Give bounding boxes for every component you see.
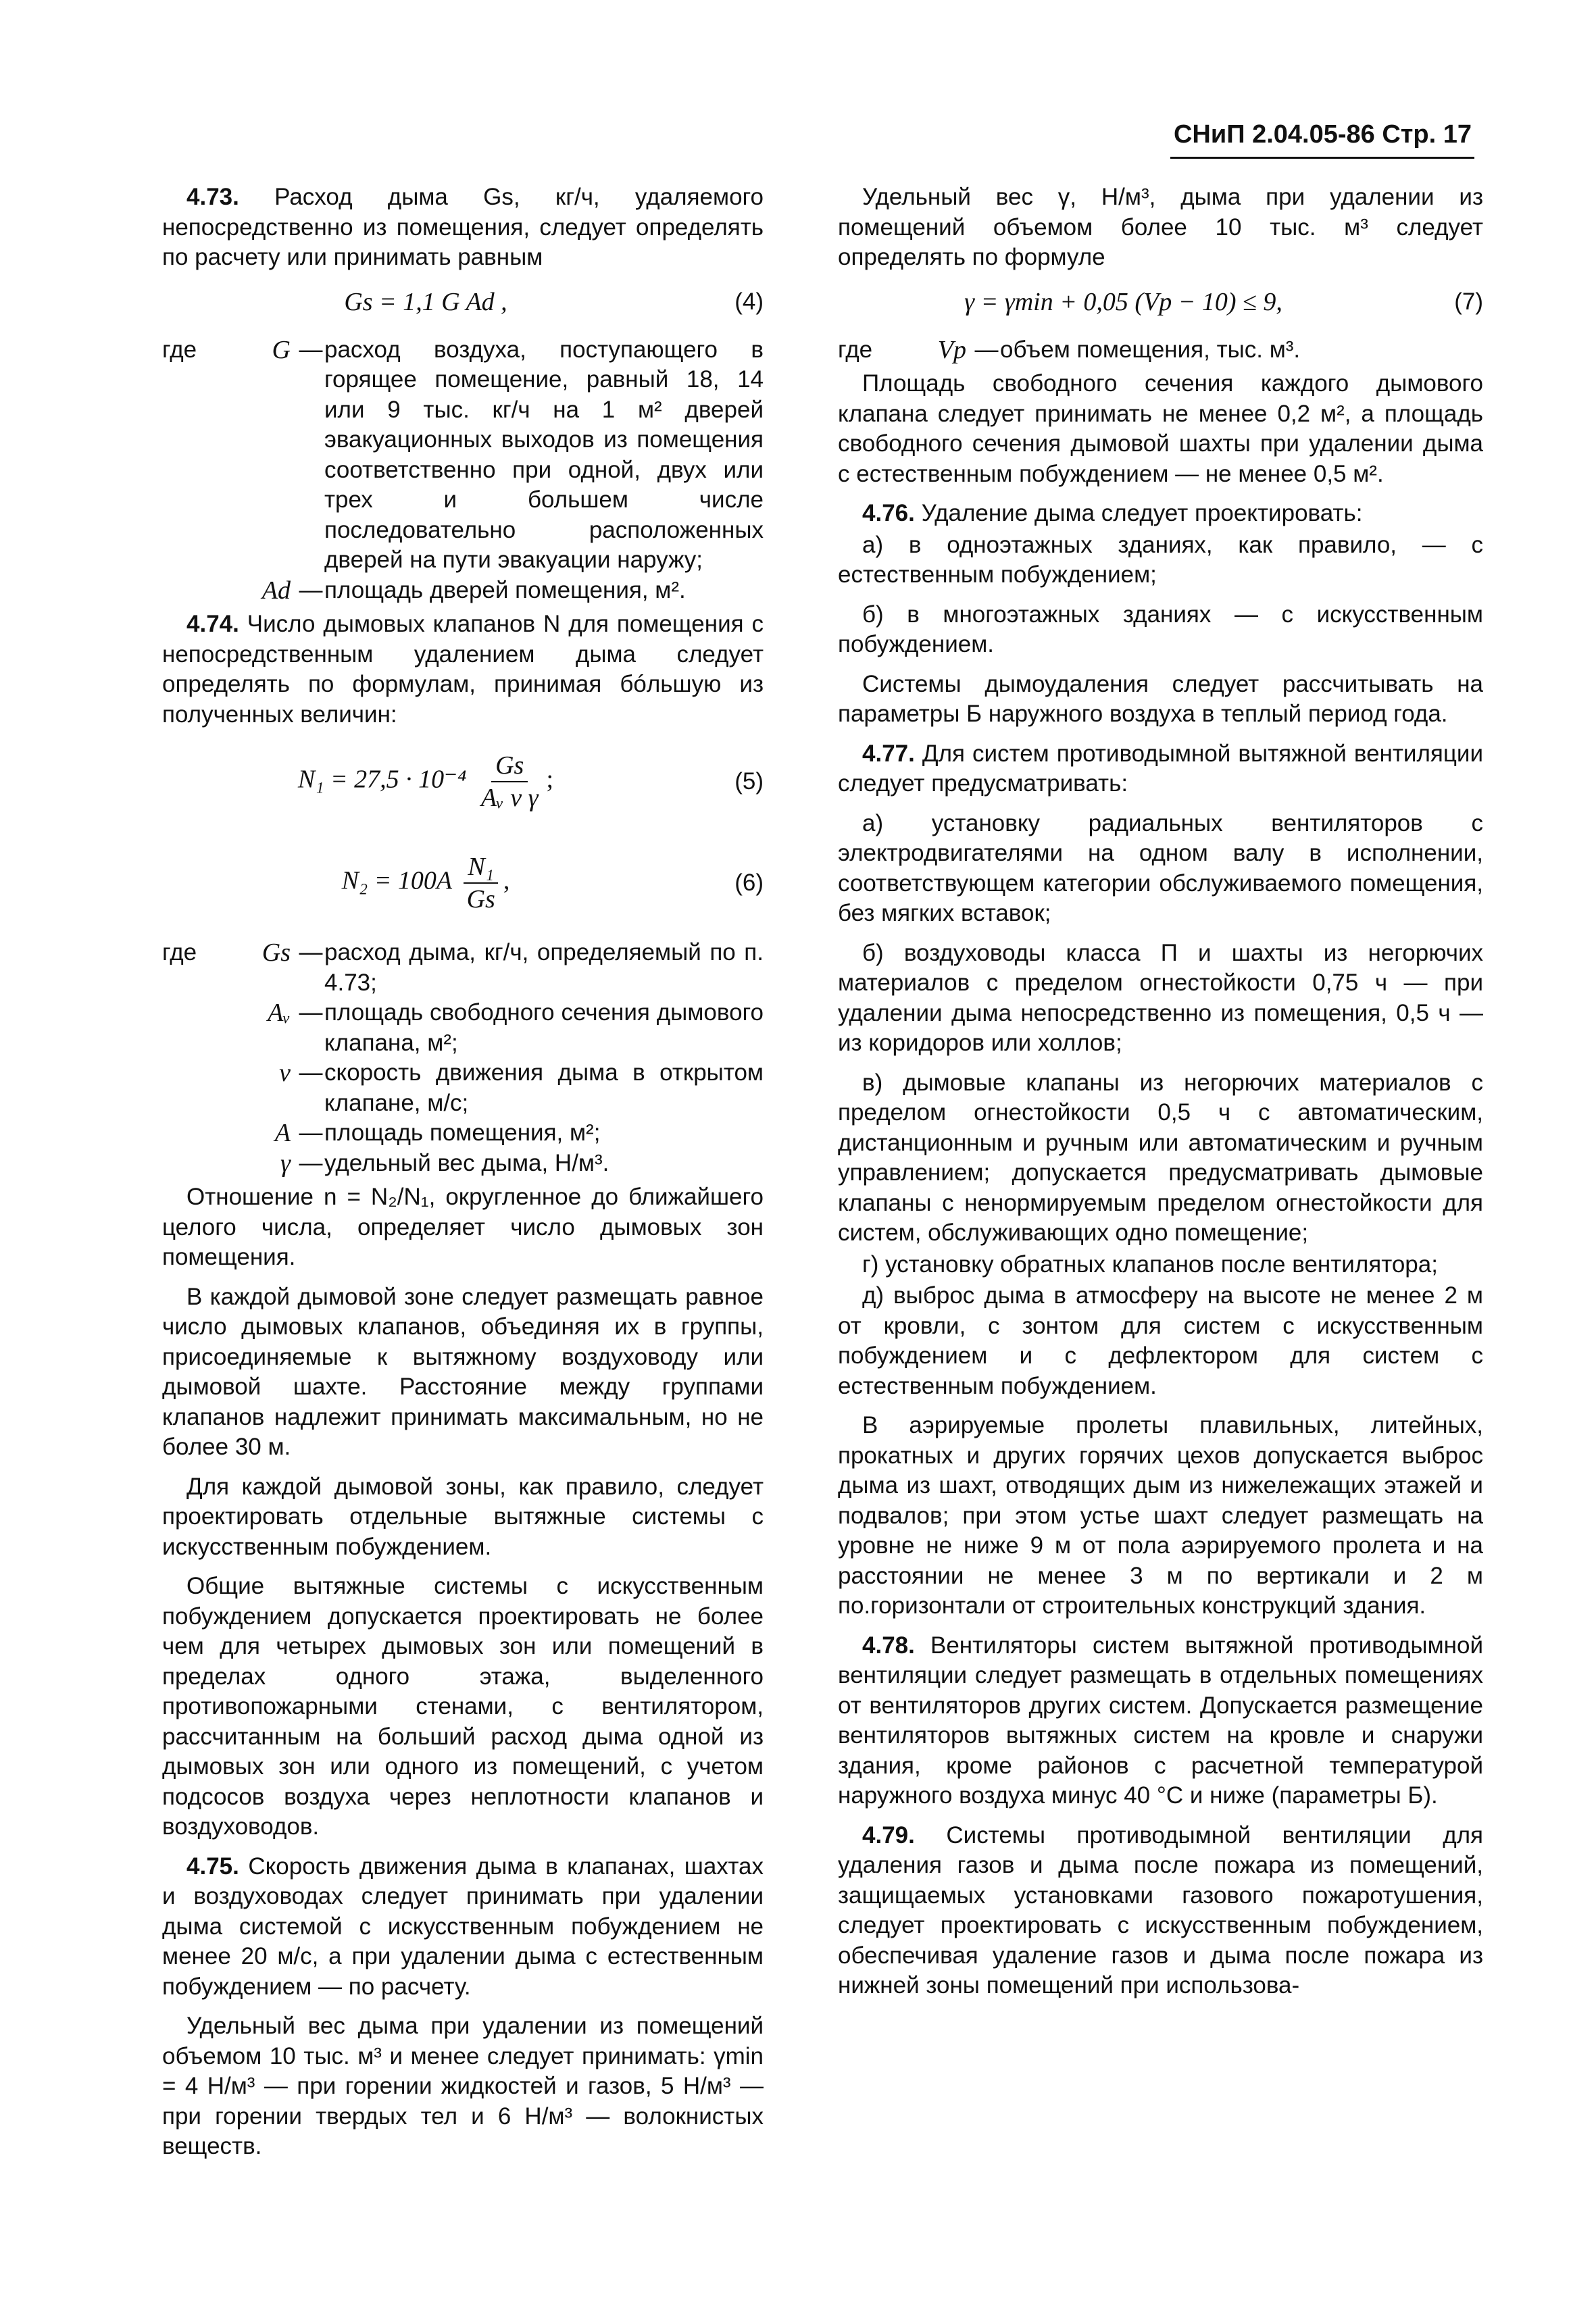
formula-lhs: N₁ = 27,5 · 10⁻⁴: [297, 765, 467, 794]
formula-number: (6): [734, 869, 764, 896]
definition-dash: —: [299, 1120, 323, 1146]
formula-6: [162, 832, 764, 934]
para-4-75: [162, 1852, 764, 2003]
para-each-zone: Для каждой дымовой зоны, как правило, следует проектировать отдельные вытяжные системы с искусственным побуждением.: [162, 1473, 764, 1560]
definition-dash: —: [299, 939, 323, 965]
definition-dash: —: [974, 336, 999, 363]
item-4-76-a: а) в одноэтажных зданиях, как правило, — с естественным побуждением;: [838, 531, 1483, 588]
para-4-77: [838, 739, 1483, 799]
formula-body: Gs = 1,1 G Ad ,: [344, 288, 507, 317]
clause-number: 4.79.: [862, 1821, 915, 1848]
definitions-list: [162, 938, 764, 1178]
item-4-77-a: а) установку радиальных вентиляторов с электродвигателями на одном валу в исполнении, соответствующем категории обслуживаемого помещения, без мягких вставок;: [838, 809, 1483, 926]
definition-text: площадь свободного сечения дымового клапана, м²;: [324, 999, 764, 1056]
clause-number: 4.74.: [186, 611, 239, 637]
definition-text: расход дыма, кг/ч, определяемый по п. 4.73;: [324, 939, 764, 996]
definition-text: площадь помещения, м²;: [324, 1120, 601, 1146]
definition-symbol: Ad: [261, 576, 291, 605]
definition-symbol: A: [274, 1119, 291, 1147]
left-column: [162, 182, 764, 2163]
clause-number: 4.75.: [186, 1853, 239, 1880]
definition-dash: —: [299, 1059, 323, 1086]
para-4-79: [838, 1821, 1483, 2001]
definitions-list: [162, 335, 764, 606]
clause-number: 4.77.: [862, 740, 915, 767]
definition-symbol: Vp: [937, 335, 966, 364]
formula-tail: ;: [546, 765, 554, 794]
formula-4: [162, 274, 764, 331]
para-text: Скорость движения дыма в клапанах, шахтах и воздуховодах следует принимать при удалении дыма системой с искусственным побуждением не менее 20 м/с, а при удалении дыма с естественным побуждением — по расчету.: [162, 1853, 764, 2000]
para-4-77-aerated: В аэрируемые пролеты плавильных, литейных, прокатных и других горячих цехов допускается выброс дыма из шахт, отводящих дым из нижележащих этажей и подвалов; при этом устье шахт следует размещать на уровне не ниже 9 м от пола аэрируемого пролета и на расстоянии не менее 3 м по вертикали и 2 м по.горизонтали от строительных конструкций здания.: [838, 1412, 1483, 1619]
formula-number: (7): [1454, 288, 1483, 316]
page-header: СНиП 2.04.05-86 Стр. 17: [1173, 120, 1472, 149]
para-text: Вентиляторы систем вытяжной противодымной вентиляции следует размещать в отдельных помещениях от вентиляторов других систем. Допускается размещение вентиляторов вытяжных систем на кровле и снаружи здания, кроме районов с расчетной температурой наружного воздуха минус 40 °C и ниже (параметры Б).: [838, 1632, 1483, 1809]
numerator: N₁: [464, 851, 498, 884]
item-4-77-c: в) дымовые клапаны из негорючих материалов с пределом огнестойкости 0,5 ч с автоматическим, дистанционным и ручным или автоматическим и ручным управлением; допускается предусматривать дымовые клапаны с ненормируемым пределом огнестойкости для систем, обслуживающих одно помещение;: [838, 1069, 1483, 1246]
clause-number: 4.76.: [862, 500, 915, 526]
definitions-list: [838, 335, 1483, 366]
definition-where: [162, 1149, 236, 1179]
para-4-76-calc: Системы дымоудаления следует рассчитывать на параметры Б наружного воздуха в теплый период года.: [838, 670, 1483, 727]
formula-body: [162, 750, 689, 813]
definition-dash: —: [299, 336, 323, 363]
item-4-77-d: г) установку обратных клапанов после вентилятора;: [862, 1251, 1438, 1278]
definition-dash: —: [299, 576, 323, 603]
para-smoke-weight: Удельный вес дыма при удалении из помещений объемом 10 тыс. м³ и менее следует принимать: γmin = 4 Н/м³ — при горении жидкостей и газов, 5 Н/м³ — при горении твердых тел и 6 Н/м³ — волокнистых веществ.: [162, 2013, 764, 2159]
definition-text: площадь дверей помещения, м².: [324, 576, 686, 603]
clause-number: 4.78.: [862, 1632, 915, 1659]
formula-number: (4): [734, 288, 764, 316]
fraction: [463, 851, 499, 915]
right-column: [838, 182, 1483, 2003]
definition-where: [162, 1058, 236, 1118]
definition-where: где: [838, 336, 873, 363]
para-text: Расход дыма Gs, кг/ч, удаляемого непосредственно из помещения, следует определять по расчету или принимать равным: [162, 184, 764, 270]
denominator: Gs: [466, 885, 495, 913]
definition-where: [162, 998, 236, 1058]
para-common-systems: Общие вытяжные системы с искусственным побуждением допускается проектировать не более чем для четырех дымовых зон или помещений в пределах одного этажа, выделенного противопожарными стенами, с вентилятором, рассчитанным на больший расход дыма одной из дымовых зон или одного из помещений, с учетом подсосов воздуха через неплотности клапанов и воздуховодов.: [162, 1573, 764, 1840]
formula-number: (5): [734, 768, 764, 795]
para-4-73: [162, 182, 764, 273]
para-text: Для систем противодымной вытяжной вентиляции следует предусматривать:: [838, 740, 1483, 797]
header-rule: [1170, 157, 1474, 159]
numerator: Gs: [491, 750, 528, 782]
para-4-74: [162, 609, 764, 730]
definition-symbol: Aᵥ: [268, 999, 291, 1027]
para-text: Число дымовых клапанов N для помещения с непосредственным удалением дыма следует определять по формулам, принимая бóльшую из полученных величин:: [162, 611, 764, 728]
definition-dash: —: [299, 999, 323, 1026]
formula-tail: ,: [503, 866, 510, 895]
definition-text: скорость движения дыма в открытом клапане, м/с;: [324, 1059, 764, 1116]
clause-number: 4.73.: [186, 184, 239, 210]
formula-body: [162, 851, 689, 915]
definition-where: где: [162, 939, 197, 965]
definition-symbol: Gs: [261, 938, 291, 967]
item-4-77-b: б) воздуховоды класса П и шахты из негорючих материалов с пределом огнестойкости 0,75 ч — при удалении дыма непосредственно из помещения, 0,5 ч — из коридоров или холлов;: [838, 939, 1483, 1056]
definition-dash: —: [299, 1149, 323, 1176]
definition-where: [162, 1118, 236, 1149]
formula-lhs: N₂ = 100A: [341, 866, 453, 895]
item-4-76-b: б) в многоэтажных зданиях — с искусственным побуждением.: [838, 601, 1483, 657]
definition-text: удельный вес дыма, Н/м³.: [324, 1149, 609, 1176]
para-text: Системы противодымной вентиляции для удаления газов и дыма после пожара из помещений, защищаемых установками газового пожаротушения, следует проектировать с искусственным побуждением, обеспечивая удаление газов и дыма после пожара из нижней зоны помещений при использова-: [838, 1821, 1483, 1998]
formula-body: γ = γmin + 0,05 (Vp − 10) ≤ 9,: [964, 288, 1282, 317]
fraction: [477, 750, 543, 813]
definition-where: [162, 576, 236, 606]
definition-symbol: v: [279, 1059, 291, 1087]
definition-text: объем помещения, тыс. м³.: [1000, 336, 1301, 363]
definition-symbol: G: [272, 335, 291, 364]
para-text: Удаление дыма следует проектировать:: [914, 500, 1363, 526]
definition-text: расход воздуха, поступающего в горящее помещение, равный 18, 14 или 9 тыс. кг/ч на 1 м² дверей эвакуационных выходов из помещения соответственно при одной, двух или трех и большем числе последовательно расположенных дверей на пути эвакуации наружу;: [324, 336, 764, 573]
para-4-78: [838, 1631, 1483, 1811]
para-specific-weight: Удельный вес γ, Н/м³, дыма при удалении из помещений объемом более 10 тыс. м³ следует определять по формуле: [838, 184, 1483, 270]
para-zone: В каждой дымовой зоне следует размещать равное число дымовых клапанов, объединяя их в группы, присоединяемые к вытяжному воздуховоду или дымовой шахте. Расстояние между группами клапанов надлежит принимать максимальным, но не более 30 м.: [162, 1283, 764, 1460]
formula-5: [162, 731, 764, 832]
definition-where: где: [162, 336, 197, 363]
denominator: Aᵥ v γ: [480, 784, 539, 812]
para-valve-area: Площадь свободного сечения каждого дымового клапана следует принимать не менее 0,2 м², а площадь свободного сечения дымовой шахты при удалении дыма с естественным побуждением — не менее 0,5 м².: [838, 370, 1483, 487]
item-4-77-e: д) выброс дыма в атмосферу на высоте не менее 2 м от кровли, с зонтом для систем с искусственным побуждением и с дефлектором для систем с естественным побуждением.: [838, 1282, 1483, 1399]
definition-symbol: γ: [280, 1149, 291, 1178]
para-ratio: Отношение n = N₂/N₁, округленное до ближайшего целого числа, определяет число дымовых зон помещения.: [162, 1184, 764, 1270]
para-4-76: [838, 499, 1483, 529]
formula-7: [838, 274, 1483, 331]
